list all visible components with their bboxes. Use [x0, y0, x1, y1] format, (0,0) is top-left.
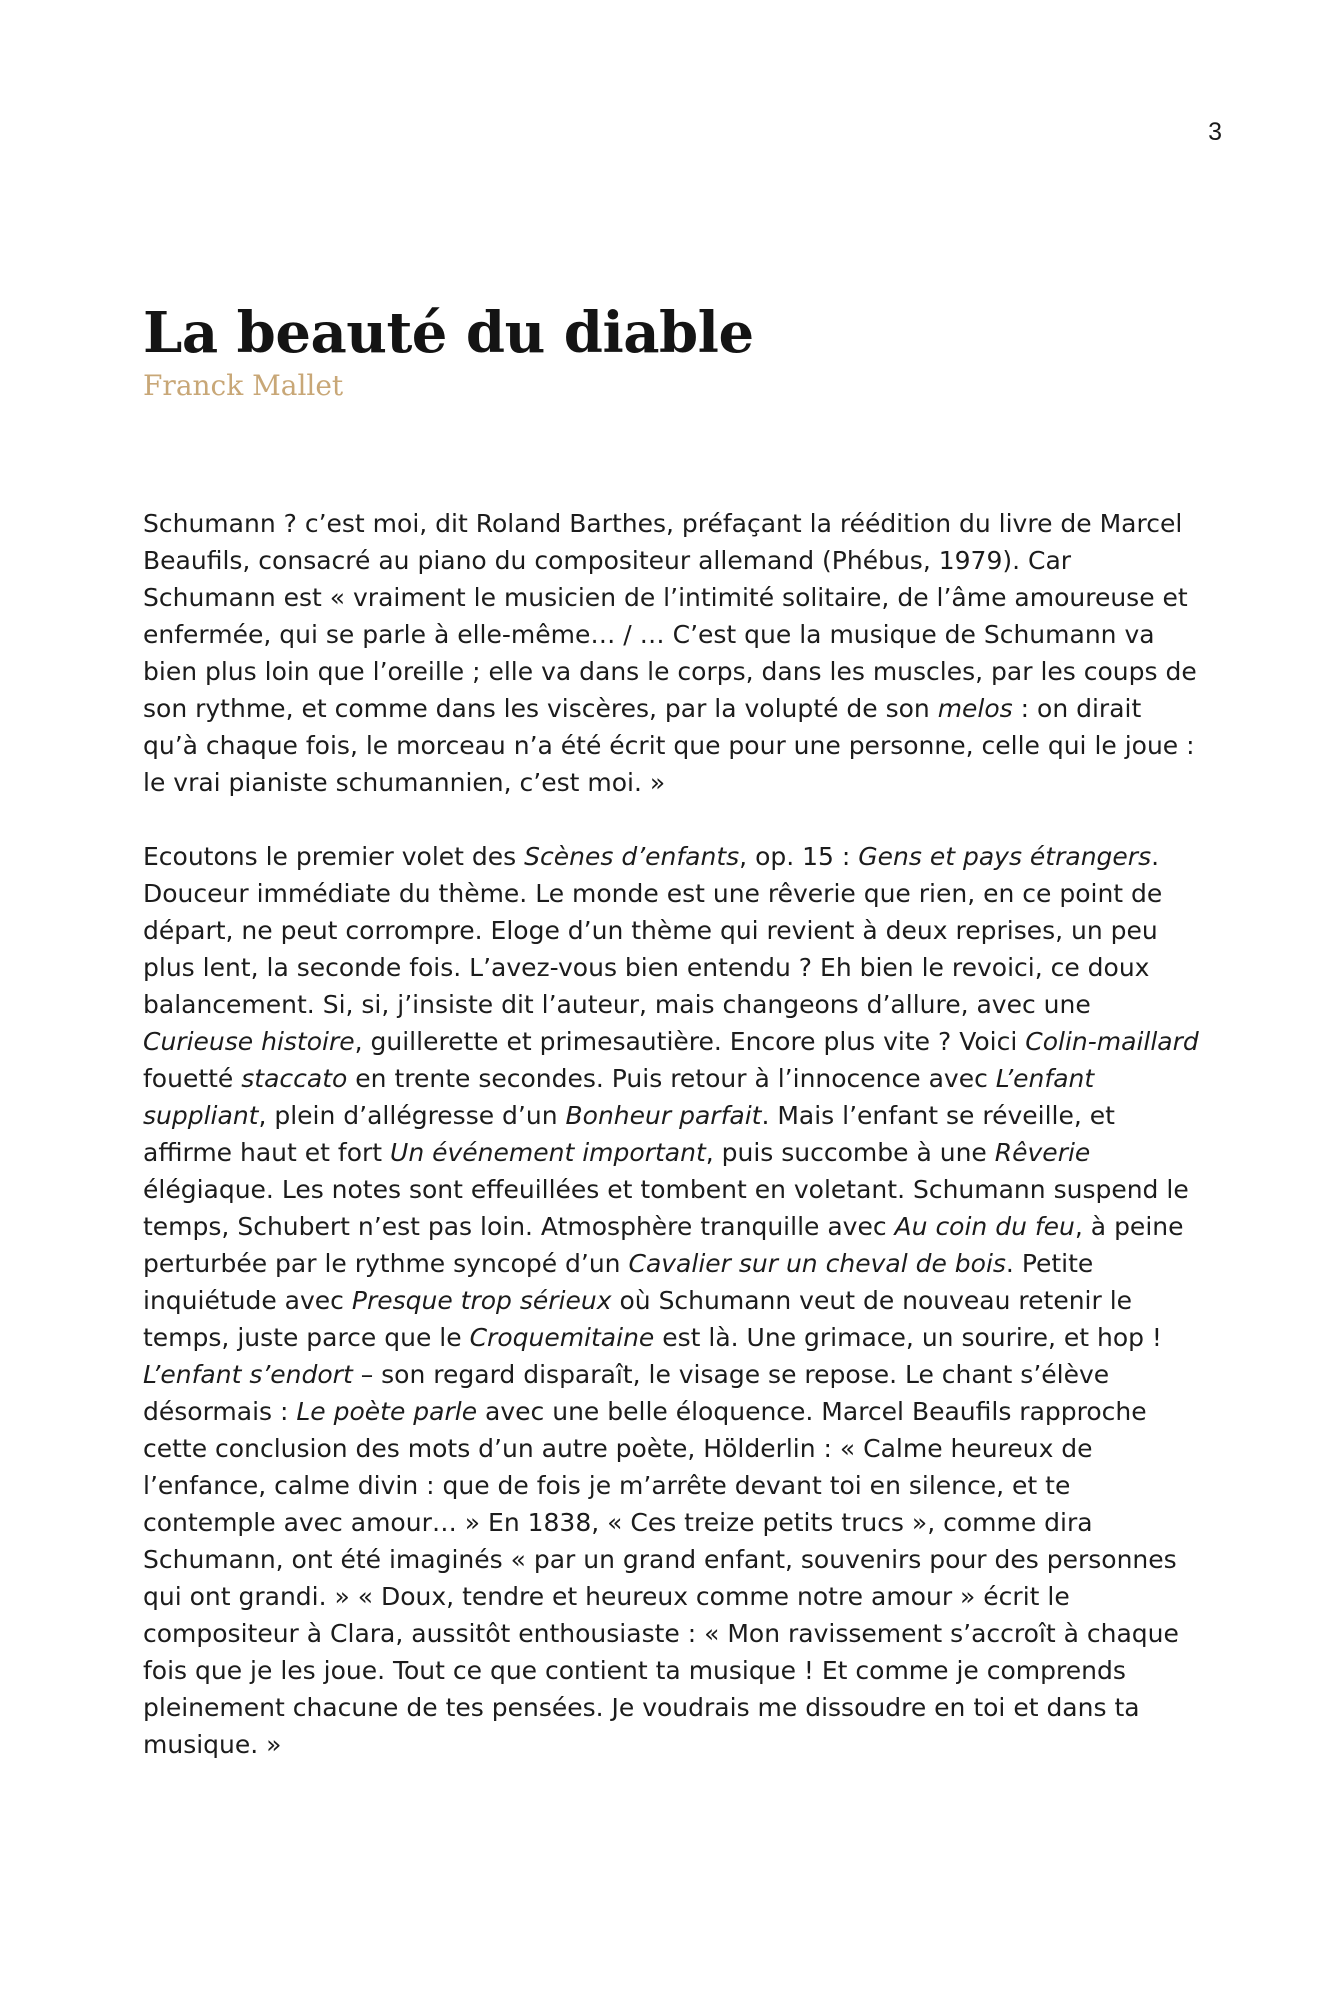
text-run: , op. 15 :	[739, 842, 859, 871]
article-header	[143, 300, 1193, 404]
italic-title-run: Gens et pays étrangers	[858, 842, 1152, 871]
text-run: , guillerette et primesautière. Encore plus vite ? Voici	[354, 1027, 1026, 1056]
italic-title-run: Le poète parle	[296, 1397, 478, 1426]
text-run: élégiaque. Les notes sont effeuillées et tombent en voletant. Schumann suspend le temps, Schubert n’est pas loin. Atmosphère tranquille avec	[143, 1175, 1189, 1241]
text-run: est là. Une grimace, un sourire, et hop !	[654, 1323, 1162, 1352]
text-run: Ecoutons le premier volet des	[143, 842, 525, 871]
text-run: – son regard disparaît, le visage se repose. Le chant s’élève désormais :	[143, 1360, 1110, 1426]
text-run: . Petite inquiétude avec	[143, 1249, 1094, 1315]
italic-title-run: Bonheur parfait	[565, 1101, 762, 1130]
text-run: , plein d’allégresse d’un	[258, 1101, 566, 1130]
italic-title-run: Un événement important	[390, 1138, 706, 1167]
italic-title-run: Rêverie	[994, 1138, 1091, 1167]
text-run: où Schumann veut de nouveau retenir le temps, juste parce que le	[143, 1286, 1133, 1352]
italic-title-run: Presque trop sérieux	[351, 1286, 612, 1315]
text-run: avec une belle éloquence. Marcel Beaufils rapproche cette conclusion des mots d’un autre poète, Hölderlin : « Calme heureux de l’enfance, calme divin : que de fois je m’arrête devant toi en silence, et te contemple avec amour… » En 1838, « Ces treize petits trucs », comme dira Schumann, ont été imaginés « par un grand enfant, souvenirs pour des personnes qui ont grandi. » « Doux, tendre et heureux comme notre amour » écrit le compositeur à Clara, aussitôt enthousiaste : « Mon ravissement s’accroît à chaque fois que je les joue. Tout ce que contient ta musique ! Et comme je comprends pleinement chacune de tes pensées. Je voudrais me dissoudre en toi et dans ta musique. »	[143, 1397, 1179, 1759]
text-run: Schumann ? c’est moi, dit Roland Barthes, préfaçant la réédition du livre de Marcel Beaufils, consacré au piano du compositeur allemand (Phébus, 1979). Car Schumann est « vraiment le musicien de l’intimité solitaire, de l’âme amoureuse et enfermée, qui se parle à elle-même… / … C’est que la musique de Schumann va bien plus loin que l’oreille ; elle va dans le corps, dans les muscles, par les coups de son rythme, et comme dans les viscères, par la volupté de son	[143, 509, 1197, 723]
article-title: La beauté du diable	[143, 300, 754, 366]
italic-title-run: L’enfant s’endort	[143, 1360, 353, 1389]
text-run: fouetté	[143, 1064, 242, 1093]
text-run: , à peine perturbée par le rythme syncopé d’un	[143, 1212, 1184, 1278]
text-run: : on dirait qu’à chaque fois, le morceau n’a été écrit que pour une personne, celle qui le joue : le vrai pianiste schumannien, c’est moi. »	[143, 694, 1195, 797]
italic-title-run: Curieuse histoire	[143, 1027, 355, 1056]
text-run: en trente secondes. Puis retour à l’innocence avec	[347, 1064, 996, 1093]
italic-title-run: Scènes d’enfants	[524, 842, 740, 871]
paragraph-1	[143, 505, 1203, 801]
paragraph-2	[143, 838, 1203, 1763]
italic-title-run: Cavalier sur un cheval de bois	[628, 1249, 1006, 1278]
italic-title-run: L’enfant suppliant	[143, 1064, 1095, 1130]
italic-title-run: Colin-maillard	[1025, 1027, 1199, 1056]
text-run: , puis succombe à une	[705, 1138, 995, 1167]
italic-title-run: staccato	[241, 1064, 348, 1093]
text-run: . Douceur immédiate du thème. Le monde est une rêverie que rien, en ce point de départ, ne peut corrompre. Eloge d’un thème qui revient à deux reprises, un peu plus lent, la seconde fois. L’avez-vous bien entendu ? Eh bien le revoici, ce doux balancement. Si, si, j’insiste dit l’auteur, mais changeons d’allure, avec une	[143, 842, 1163, 1019]
italic-title-run: melos	[937, 694, 1013, 723]
text-run: . Mais l’enfant se réveille, et affirme haut et fort	[143, 1101, 1115, 1167]
article-author: Franck Mallet	[143, 369, 344, 402]
italic-title-run: Au coin du feu	[894, 1212, 1075, 1241]
article-body	[143, 505, 1203, 1800]
page-number: 3	[1208, 118, 1222, 146]
italic-title-run: Croquemitaine	[469, 1323, 655, 1352]
